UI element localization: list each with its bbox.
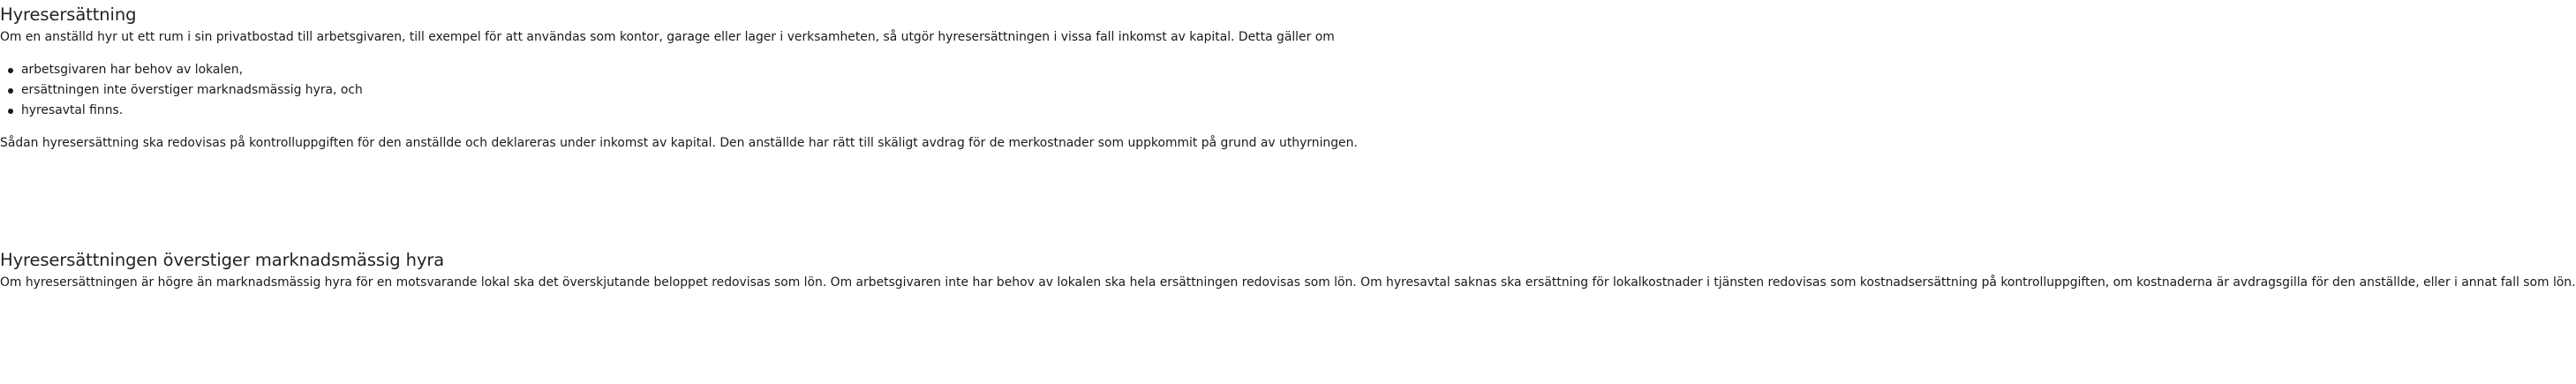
outro-paragraph [0,133,1358,154]
text-line: kapital. Detta gäller om [1189,30,1335,44]
bullet-icon [8,109,13,114]
section-heading: Hyresersättningen överstiger marknadsmässig hyra [0,250,445,270]
text-line: Om en anställd hyr ut ett rum i sin privatbostad till arbetsgivaren, till exempel för att användas [0,30,586,44]
text-line: för den anställde, eller i annat fall som lön. [2311,275,2576,290]
text-line: överskjutande beloppet redovisas som lön. Om arbetsgivaren inte har behov av lokalen ska hela [562,275,1156,290]
text-line: Om hyresersättningen är högre än marknadsmässig hyra för en motsvarande lokal ska det [0,275,559,290]
list-item [0,80,599,101]
list-item-text: arbetsgivaren har behov av lokalen, [21,63,244,77]
text-line: ersättningen redovisas som lön. Om hyresavtal saknas ska ersättning för lokalkostnader i [1159,275,1710,290]
section-heading: Hyresersättning [0,4,137,25]
text-line: som kontor, garage eller lager i verksamheten, så utgör hyresersättningen i vissa fall inkomst av [590,30,1186,44]
text-line: inkomst av kapital. Den anställde har rätt till skäligt avdrag för de merkostnader som uppkommit [599,136,1198,150]
condition-list [0,60,599,121]
list-item [0,60,599,80]
list-item-text: hyresavtal finns. [21,103,124,117]
intro-paragraph [0,27,1335,48]
bullet-icon [8,88,13,94]
bullet-icon [8,68,13,73]
text-line: Sådan hyresersättning ska redovisas på kontrolluppgiften för den anställde och deklareras under [0,136,596,150]
section-overstiger-marknadsmassig-hyra [0,250,2576,293]
list-item-text: ersättningen inte överstiger marknadsmässig hyra, och [21,83,363,97]
list-item [0,101,599,121]
text-line: tjänsten redovisas som kostnadsersättning på kontrolluppgiften, om kostnaderna är avdragsgilla [1714,275,2309,290]
body-paragraph [0,273,2576,293]
text-line: på grund av uthyrningen. [1201,136,1358,150]
section-hyresersattning [0,4,1358,154]
